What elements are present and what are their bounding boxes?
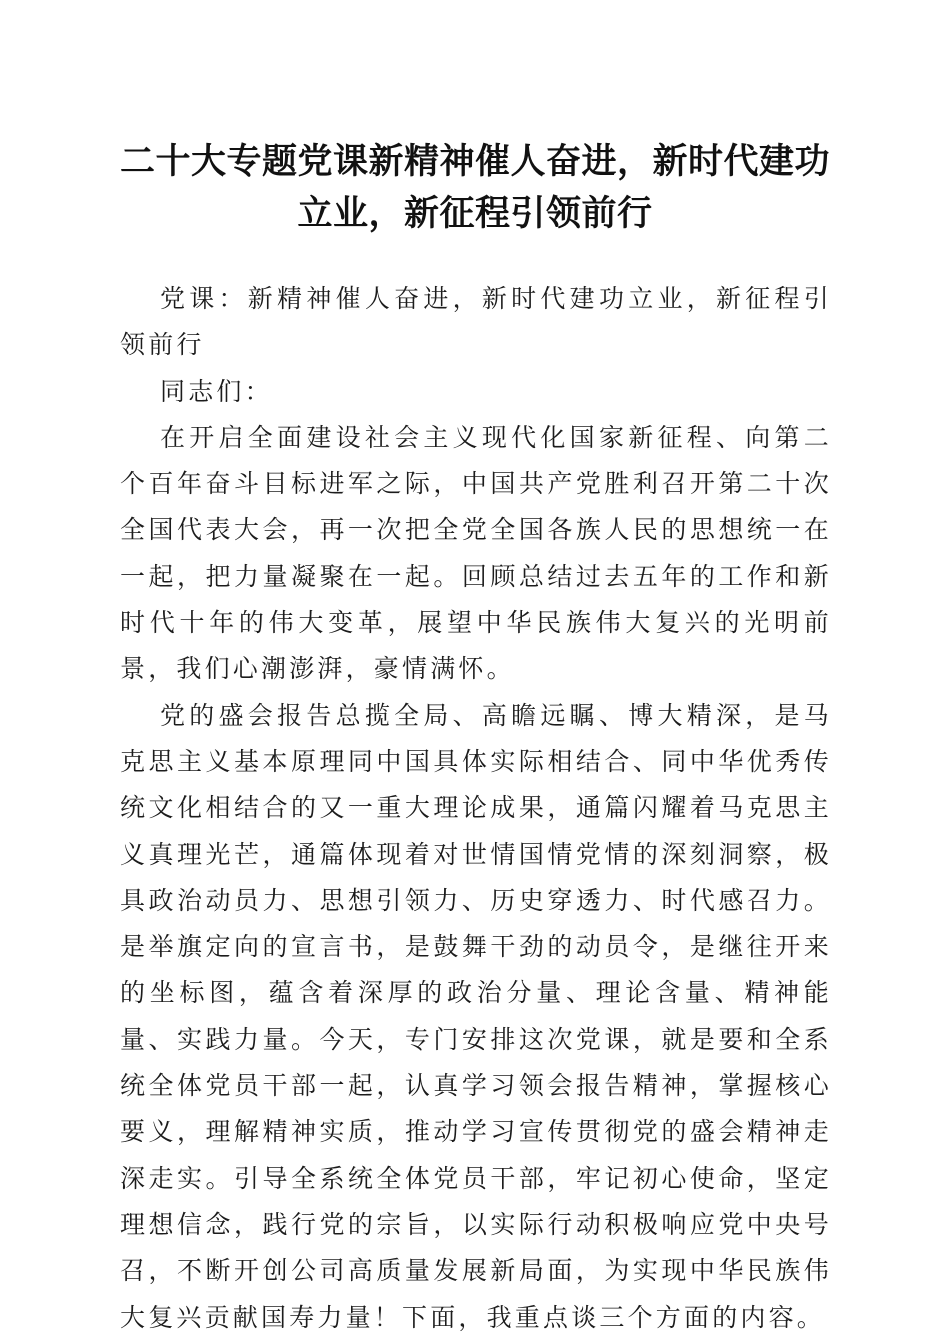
subtitle-line: 党课：新精神催人奋进，新时代建功立业，新征程引领前行	[120, 284, 832, 360]
paragraph-2: 党的盛会报告总揽全局、高瞻远瞩、博大精深，是马克思主义基本原理同中国具体实际相结合、同中华优秀传统文化相结合的又一重大理论成果，通篇闪耀着马克思主义真理光芒，通篇体现着对世情国情党情的深刻洞察，极具政治动员力、思想引领力、历史穿透力、时代感召力。是举旗定向的宣言书，是鼓舞干劲的动员令，是继往开来的坐标图，蕴含着深厚的政治分量、理论含量、精神能量、实践力量。今天，专门安排这次党课，就是要和全系统全体党员干部一起，认真学习领会报告精神，掌握核心要义，理解精神实质，推动学习宣传贯彻党的盛会精神走深走实。引导全系统全体党员干部，牢记初心使命，坚定理想信念，践行党的宗旨，以实际行动积极响应党中央号召，不断开创公司高质量发展新局面，为实现中华民族伟大复兴贡献国寿力量！下面，我重点谈三个方面的内容。	[120, 700, 832, 1332]
document-body	[120, 276, 832, 1341]
title-line-2: 立业，新征程引领前行	[297, 193, 653, 234]
title-line-1: 二十大专题党课新精神催人奋进，新时代建功	[119, 141, 830, 182]
salutation: 同志们：	[160, 376, 273, 406]
document-title	[100, 136, 850, 240]
paragraph-1: 在开启全面建设社会主义现代化国家新征程、向第二个百年奋斗目标进军之际，中国共产党胜利召开第二十次全国代表大会，再一次把全党全国各族人民的思想统一在一起，把力量凝聚在一起。回顾总结过去五年的工作和新时代十年的伟大变革，展望中华民族伟大复兴的光明前景，我们心潮澎湃，豪情满怀。	[120, 422, 832, 684]
